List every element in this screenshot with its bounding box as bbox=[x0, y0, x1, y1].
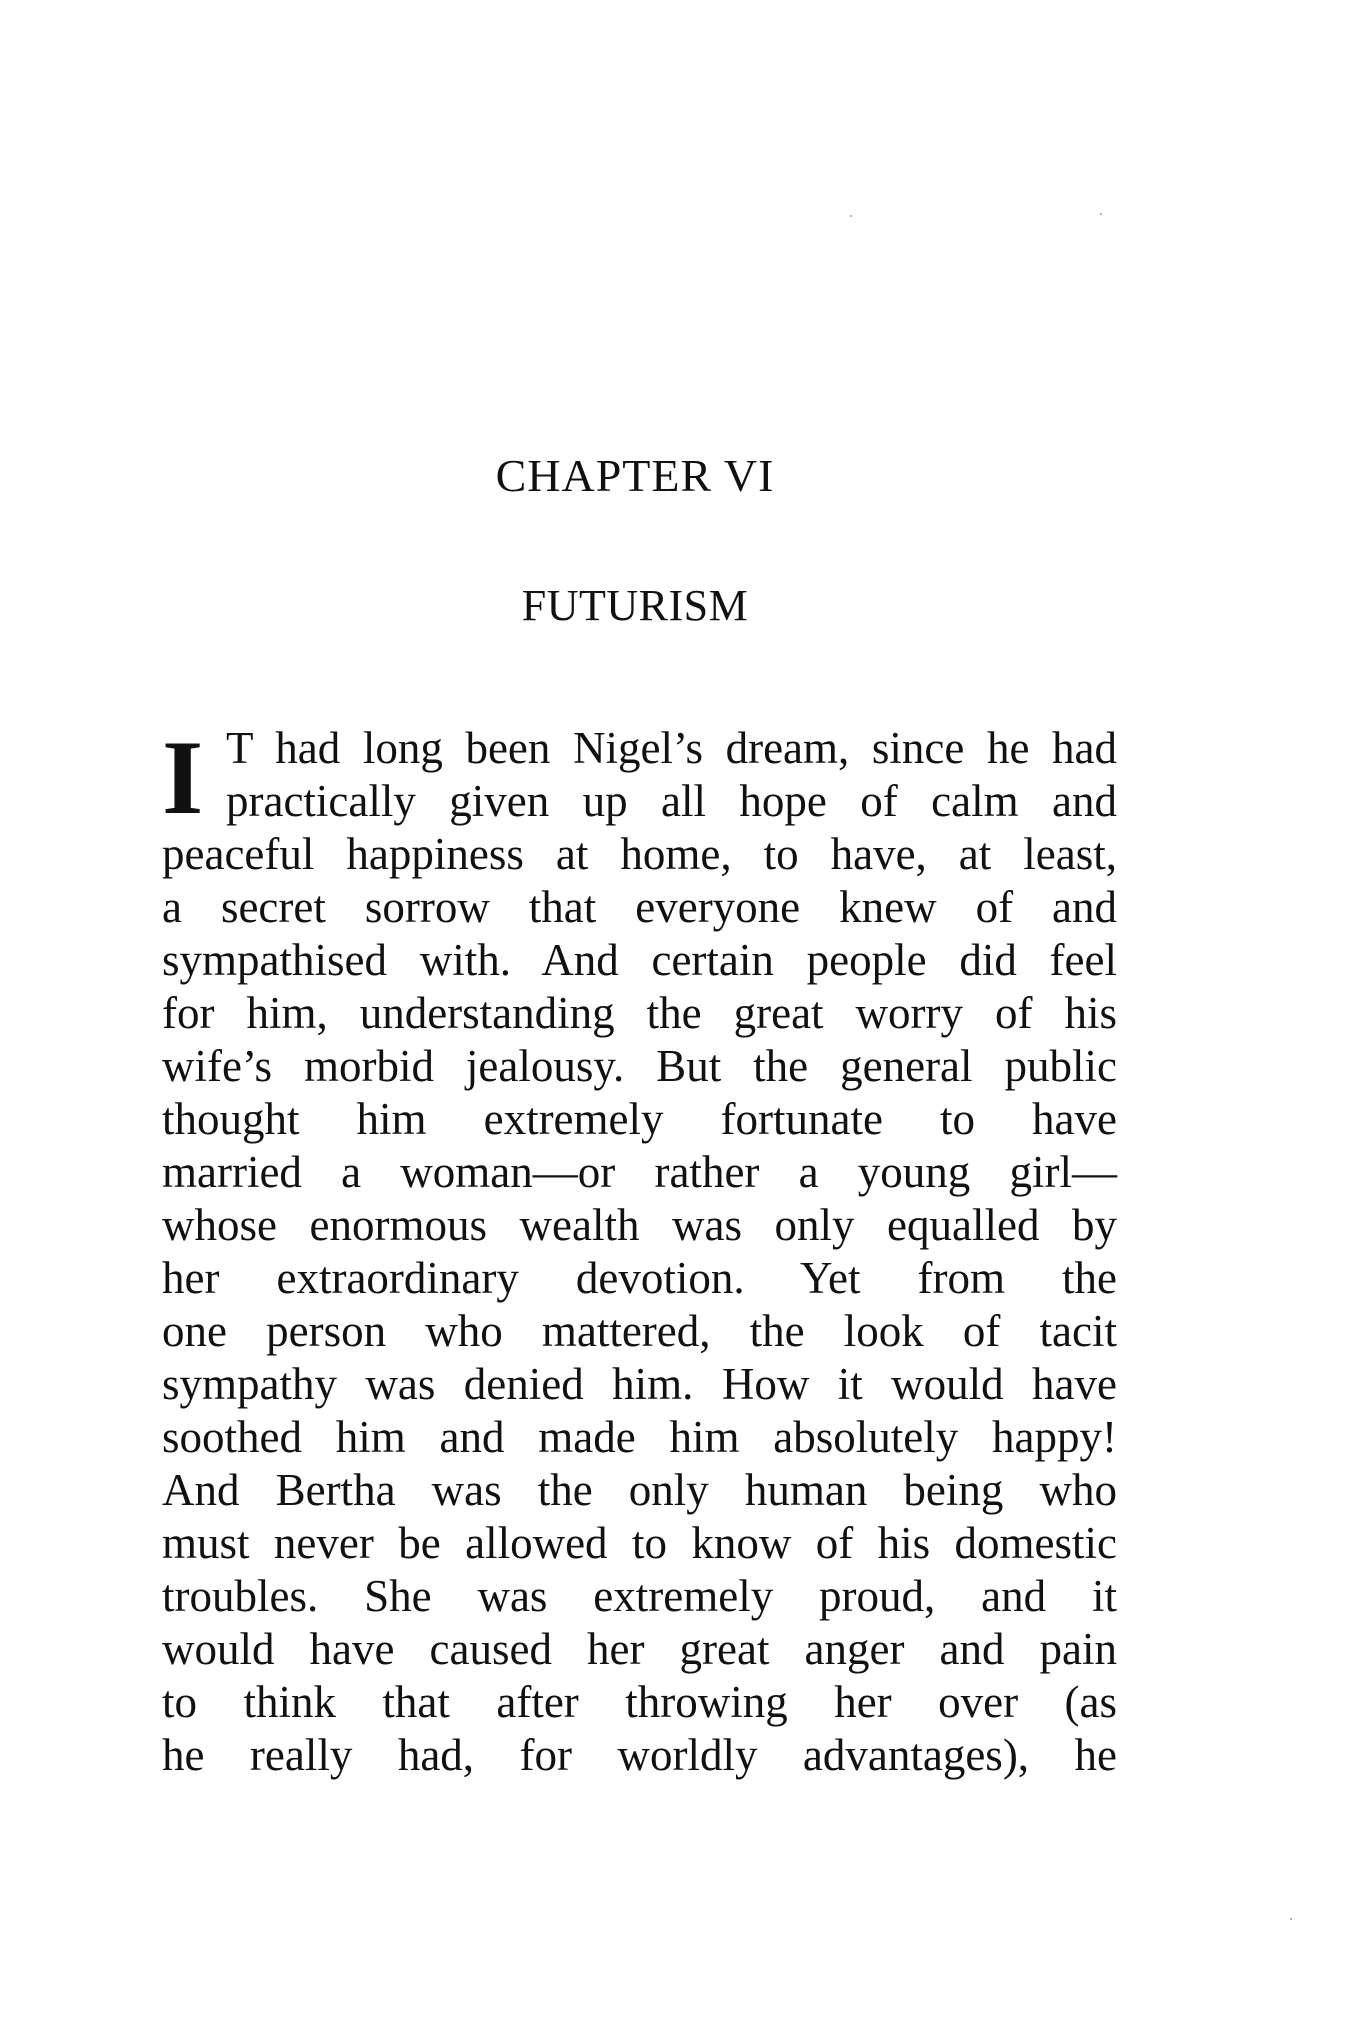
speck bbox=[1100, 213, 1102, 215]
text-line-content: T had long been Nigel’s dream, since he had bbox=[226, 723, 1117, 773]
text-line: practically given up all hope of calm and bbox=[226, 776, 1117, 826]
text-line: thought him extremely fortunate to have bbox=[162, 1094, 1117, 1144]
text-line: And Bertha was the only human being who bbox=[162, 1465, 1117, 1515]
text-line: peaceful happiness at home, to have, at least, bbox=[162, 829, 1117, 879]
text-line: her extraordinary devotion. Yet from the bbox=[162, 1253, 1117, 1303]
speck bbox=[850, 215, 852, 217]
speck bbox=[1290, 1918, 1292, 1920]
text-line: whose enormous wealth was only equalled by bbox=[162, 1200, 1117, 1250]
text-line: sympathised with. And certain people did feel bbox=[162, 935, 1117, 985]
text-line: wife’s morbid jealousy. But the general public bbox=[162, 1041, 1117, 1091]
text-line: one person who mattered, the look of tacit bbox=[162, 1306, 1117, 1356]
text-line: sympathy was denied him. How it would have bbox=[162, 1359, 1117, 1409]
text-line: a secret sorrow that everyone knew of and bbox=[162, 882, 1117, 932]
text-line: married a woman—or rather a young girl— bbox=[162, 1147, 1117, 1197]
text-line: to think that after throwing her over (as bbox=[162, 1677, 1117, 1727]
text-line: soothed him and made him absolutely happy! bbox=[162, 1412, 1117, 1462]
text-line: he really had, for worldly advantages), he bbox=[162, 1730, 1117, 1780]
drop-cap: I bbox=[162, 719, 204, 836]
chapter-title: FUTURISM bbox=[521, 581, 749, 630]
text-line: must never be allowed to know of his domestic bbox=[162, 1518, 1117, 1568]
chapter-number: CHAPTER VI bbox=[495, 450, 775, 501]
text-line: for him, understanding the great worry of his bbox=[162, 988, 1117, 1038]
text-line: troubles. She was extremely proud, and it bbox=[162, 1571, 1117, 1621]
text-line: would have caused her great anger and pain bbox=[162, 1624, 1117, 1674]
body-text bbox=[162, 719, 1117, 1782]
